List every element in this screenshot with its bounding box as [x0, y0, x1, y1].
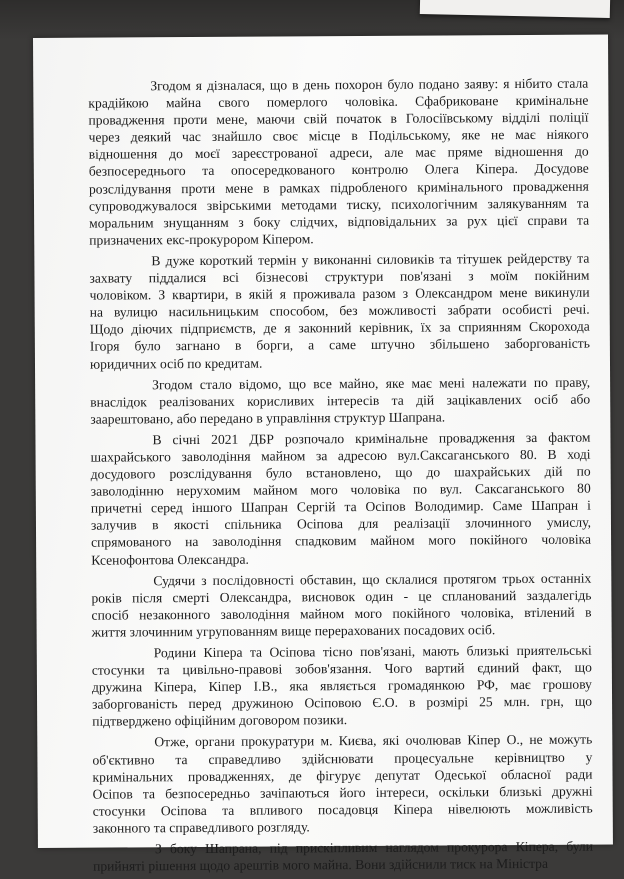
text-line: причетні серед іншого Шапран Сергій та Осіпов Володимир. Саме Шапран і [90, 497, 591, 516]
text-line: Судячи з послідовності обставин, що склалися протягом трьох останніх [153, 570, 592, 588]
text-line: підтверджено офіційним договором позики. [92, 712, 348, 730]
text-line: заборгованість перед дружиною Осіповою Є.О. в розмірі 25 млн. грн, що [92, 693, 593, 712]
text-line: Отже, органи прокуратури м. Києва, які очолював Кіпер О., не можуть [154, 732, 593, 750]
text-line: досудового розслідування було встановлено, що до шахрайських дій по [90, 463, 591, 482]
text-line: спосіб незаконного заволодіння майном мого покійного чоловіка, втілений в [91, 604, 592, 623]
text-line: Осіпов та безпосередньо зачіпаються його інтереси, оскільки близькі дружні [92, 783, 593, 802]
text-line: кримінальних провадженнях, де фігурує депутат Одеської обласної ради [92, 766, 593, 785]
paragraph [89, 250, 590, 373]
text-line: залучив в якості спільника Осіпова для реалізації злочинного умислу, [90, 514, 592, 533]
text-line: внаслідок реалізованих корисливих інтересів та дій зацікавлених осіб або [90, 391, 591, 410]
text-line: стосунки Осіпова та впливого посадовця Кіпера нівелюють можливість [92, 800, 593, 819]
paragraph [91, 569, 591, 640]
document-page [33, 34, 613, 874]
text-line: Згодом я дізналася, що в день похорон було подано заяву: я нібито стала [150, 75, 589, 94]
paragraph [88, 75, 589, 249]
text-line: розслідування проти мене в рамках підробленого кримінального провадження [88, 178, 589, 197]
text-line: провадження проти мене, маючи свій початок в Голосіївському відділі поліції [88, 109, 589, 128]
text-line: заволодінню нерухомим майном мого чоловіка по вул. Саксаганського 80 [90, 480, 591, 499]
text-line: супроводжувалося звірськими методами тиску, психологічним залякуванням та [88, 195, 590, 214]
text-line: Родини Кіпера та Осіпова тісно пов'язані, мають близькі приятельські [153, 642, 592, 661]
text-line: об'єктивно та справедливо здійснювати процесуальне керівництво у [92, 749, 593, 768]
text-line: шахрайського заволодіння майном за адресою вул.Саксаганського 80. В ході [90, 446, 591, 465]
document-body [88, 75, 593, 879]
text-line: життя злочинним угрупованням вище перерахованих посадових осіб. [91, 622, 496, 640]
text-line: відношення до моєї зареєстрованої адреси, але має пряме відношення до [88, 143, 589, 163]
text-line: крадійкою майна свого померлого чоловіка. Сфабриковане кримінальне [88, 92, 589, 111]
text-line: років після смерті Олександра, висновок один - це спланований заздалегідь [91, 587, 592, 606]
text-line: чоловіком. З квартири, в якій я проживала разом з Олександром мене викинули [89, 284, 590, 303]
text-line: В дуже короткий термін у виконанні силовиків та тітушек рейдерству та [151, 250, 590, 269]
text-line: В січні 2021 ДБР розпочало кримінальне провадження за фактом [152, 429, 591, 448]
text-line: юридичних осіб по кредитам. [89, 355, 263, 372]
text-line: безпосереднього та опосередкованого контролю Олега Кіпера. Досудове [88, 161, 589, 180]
text-line: моральним знущанням з боку слідчих, відповідальних за рух цієї справи та [89, 212, 590, 231]
paragraph [90, 373, 590, 427]
text-line: З боку Шапрана, під прискіпливим наглядом прокурора Кіпера, були [154, 838, 593, 857]
text-line: спрямованого на заволодіння спадковим майном мого покійного чоловіка [91, 532, 592, 551]
text-line: призначених екс-прокурором Кіпером. [89, 231, 314, 248]
text-line: через деякий час знайшло своє місце в Подільському, яке не має ніякого [88, 126, 589, 145]
paragraph [92, 642, 593, 731]
text-line: законного та справедливого розгляду. [92, 819, 310, 836]
paragraph [93, 838, 593, 875]
text-line: Ксенофонтова Олександра. [91, 551, 249, 568]
paragraph [92, 731, 593, 837]
text-line: заарештовано, або передано в управління структур Шапрана. [90, 409, 446, 427]
text-line: прийняті рішення щодо арештів мого майна. Вони здійснили тиск на Міністра [93, 855, 549, 874]
text-line: дружина Кіпера, Кіпер І.В., яка являється громадянкою РФ, має грошову [91, 676, 593, 695]
text-line: стосунки та цивільно-правові зобов'язання. Чого вартий єдиний факт, що [91, 659, 592, 678]
text-line: Ігоря було загнано в борги, а саме штучно збільшено заборгованість [89, 336, 590, 355]
paragraph [90, 428, 591, 568]
text-line: на вулицю насильницьким способом, без можливості забрати особисті речі. [89, 301, 590, 320]
text-line: Щодо діючих підприємств, де я законний керівник, їх за сприянням Скорохода [89, 318, 590, 337]
text-line: Згодом стало відомо, що все майно, яке має мені належати по праву, [152, 374, 591, 392]
text-line: захвату піддалися всі бізнесові структури пов'язані з моїм покійним [89, 267, 590, 286]
